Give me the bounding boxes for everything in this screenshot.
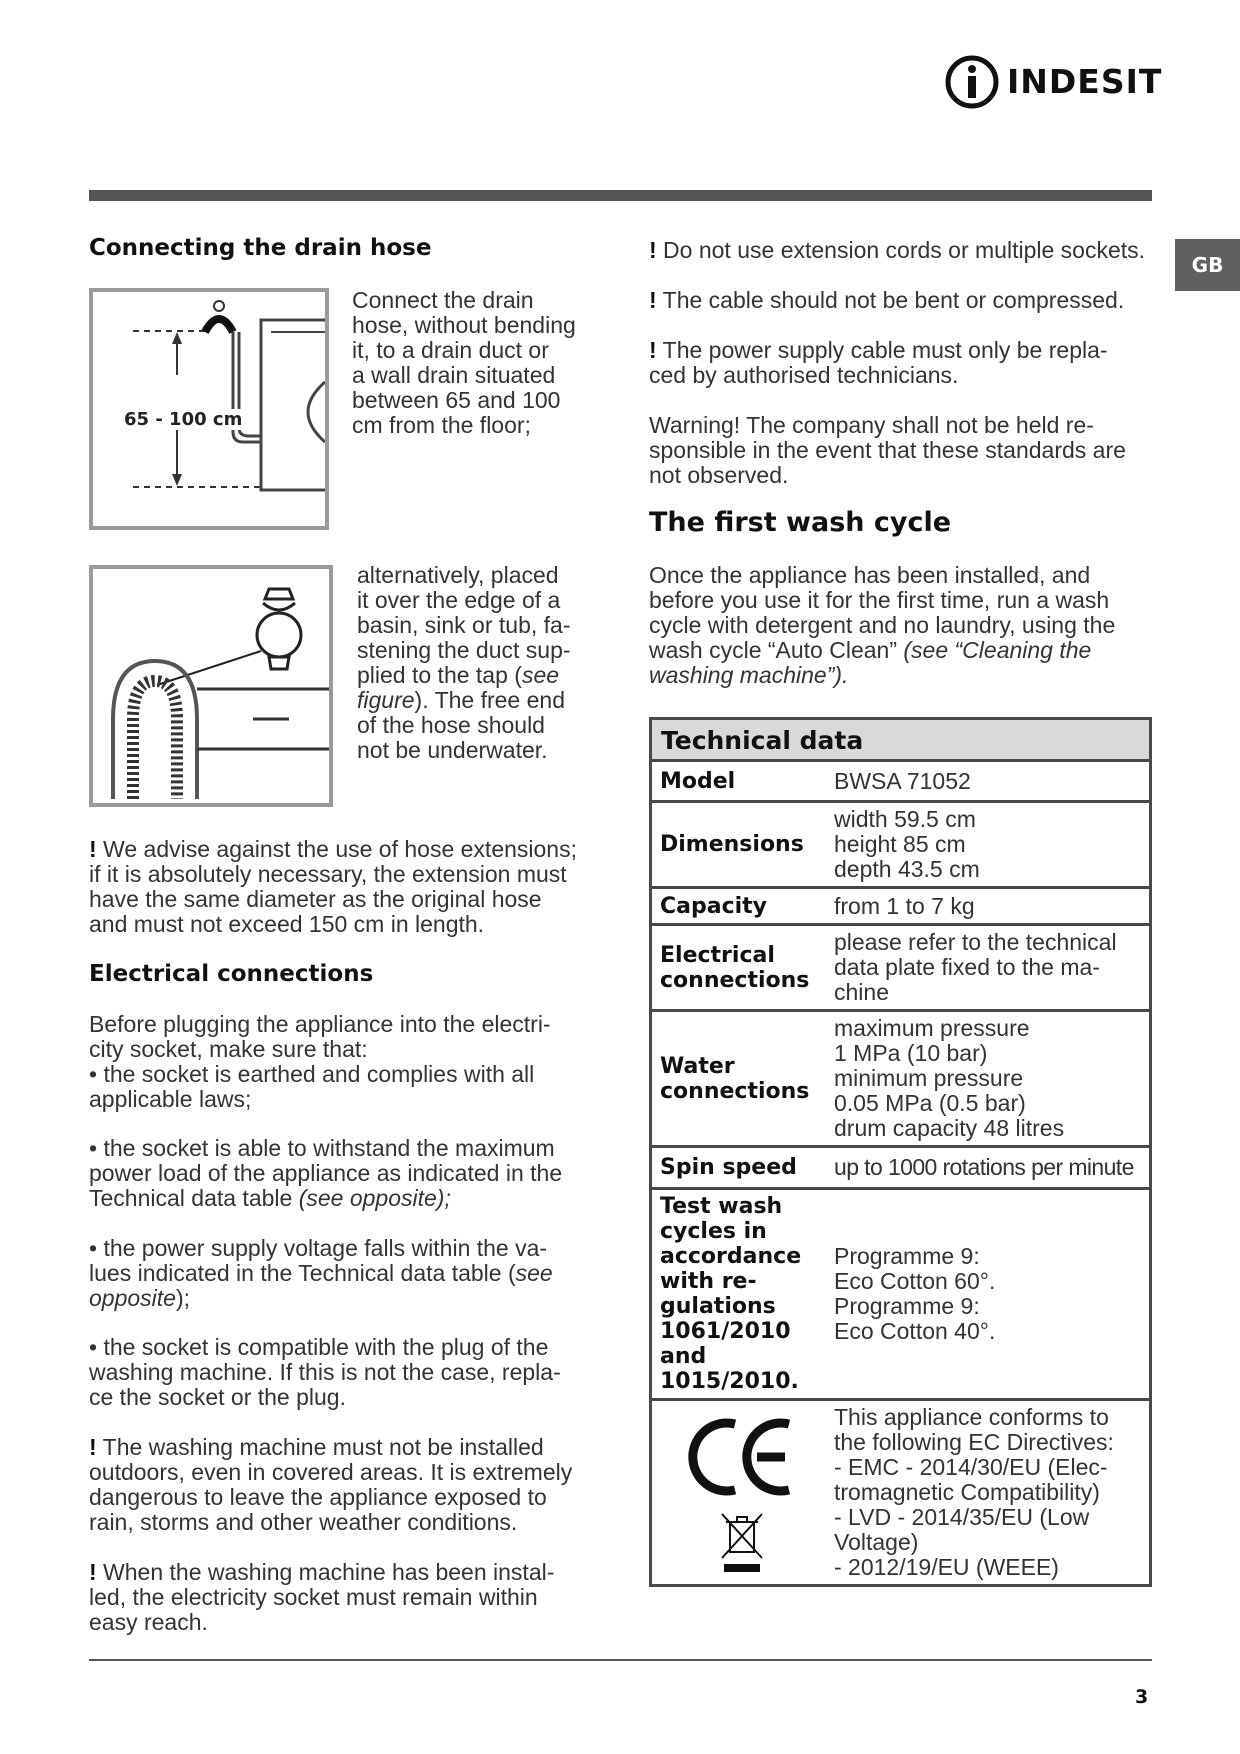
text-line: washing machine. If this is not the case, repla- — [89, 1359, 561, 1385]
electrical-heading: Electrical connections — [89, 961, 374, 987]
brand-name: INDESIT — [1007, 62, 1163, 101]
text-line: easy reach. — [89, 1609, 208, 1635]
table-row — [652, 802, 1149, 888]
text-line: Connect the drain — [352, 287, 534, 313]
row-value: maximum pressure 1 MPa (10 bar) minimum pressure 0.05 MPa (0.5 bar) drum capacity 48 litres — [830, 1011, 1149, 1147]
bullet-plug — [89, 1335, 561, 1410]
text-line: not observed. — [649, 462, 789, 488]
text-line: led, the electricity socket must remain within — [89, 1584, 538, 1610]
text-line: alternatively, placed — [357, 562, 559, 588]
table-row — [652, 1189, 1149, 1400]
text-line: cm from the floor; — [352, 412, 531, 438]
row-label: Dimensions — [652, 802, 830, 888]
text-line: ced by authorised technicians. — [649, 362, 959, 388]
text-line: power load of the appliance as indicated in the — [89, 1160, 563, 1186]
row-label: Test wash cycles in accordance with re- gulations 1061/2010 and 1015/2010. — [652, 1189, 830, 1400]
text-line: ! We advise against the use of hose extensions; — [89, 836, 577, 862]
row-value: from 1 to 7 kg — [830, 888, 1149, 925]
text-line: basin, sink or tub, fa- — [357, 612, 571, 638]
text-line: and must not exceed 150 cm in length. — [89, 911, 485, 937]
outdoor-warning — [89, 1435, 572, 1535]
table-row — [652, 1011, 1149, 1147]
footer-rule — [89, 1659, 1152, 1661]
tap-hose-figure — [89, 565, 333, 807]
text-line: a wall drain situated — [352, 362, 556, 388]
cable-bend-warning — [649, 288, 1124, 313]
ce-mark-icon — [687, 1412, 797, 1502]
text-line: • the power supply voltage falls within the va- — [89, 1235, 548, 1261]
text-line: opposite); — [89, 1285, 191, 1311]
text-line: ! The cable should not be bent or compressed. — [649, 287, 1125, 313]
text-line: wash cycle “Auto Clean” (see “Cleaning the — [649, 637, 1092, 663]
text-line: • the socket is able to withstand the maximum — [89, 1135, 555, 1161]
text-line: Warning! The company shall not be held re- — [649, 412, 1094, 438]
brand-logo — [944, 54, 1163, 110]
row-label: Water connections — [652, 1011, 830, 1147]
bullet-voltage — [89, 1236, 553, 1311]
text-line: cycle with detergent and no laundry, using the — [649, 612, 1116, 638]
text-line: lues indicated in the Technical data table (see — [89, 1260, 553, 1286]
technical-data-title: Technical data — [652, 720, 1149, 759]
technical-data-grid — [652, 759, 1149, 1584]
text-line: hose, without bending — [352, 312, 576, 338]
row-value: BWSA 71052 — [830, 761, 1149, 802]
text-line: ! The washing machine must not be installed — [89, 1434, 544, 1460]
text-line: • the socket is compatible with the plug of the — [89, 1334, 549, 1360]
text-line: Technical data table (see opposite); — [89, 1185, 451, 1211]
text-line: • the socket is earthed and complies with all — [89, 1061, 535, 1087]
text-line: rain, storms and other weather conditions. — [89, 1509, 518, 1535]
drain-text-1 — [352, 288, 576, 438]
cable-replace-warning — [649, 338, 1108, 388]
technical-data-table — [649, 717, 1152, 1587]
text-line: Once the appliance has been installed, and — [649, 562, 1091, 588]
liability-warning — [649, 413, 1126, 488]
table-row — [652, 1400, 1149, 1585]
text-line: if it is absolutely necessary, the extension must — [89, 861, 567, 887]
row-value: width 59.5 cm height 85 cm depth 43.5 cm — [830, 802, 1149, 888]
first-wash-heading: The first wash cycle — [649, 507, 952, 538]
header-rule — [89, 190, 1152, 201]
conformity-text: This appliance conforms to the following EC Directives: - EMC - 2014/30/EU (Elec- tromagnetic Compatibility) - LVD - 2014/35/EU (Low Voltage) - 2012/19/EU (WEEE) — [830, 1400, 1149, 1585]
page-number: 3 — [1135, 1686, 1149, 1708]
drain-text-2 — [357, 563, 571, 763]
text-line: ce the socket or the plug. — [89, 1384, 346, 1410]
text-line: outdoors, even in covered areas. It is extremely — [89, 1459, 573, 1485]
drain-hose-heading: Connecting the drain hose — [89, 235, 432, 261]
text-line: ! The power supply cable must only be repla- — [649, 337, 1108, 363]
text-line: not be underwater. — [357, 737, 548, 763]
text-line: Before plugging the appliance into the electri- — [89, 1011, 551, 1037]
table-row — [652, 1147, 1149, 1189]
drain-height-label: 65 - 100 cm — [124, 409, 243, 430]
extension-cord-warning — [649, 238, 1145, 263]
text-line: it over the edge of a — [357, 587, 561, 613]
table-row — [652, 925, 1149, 1011]
row-label: Electrical connections — [652, 925, 830, 1011]
bullet-max-load — [89, 1136, 562, 1211]
text-line: ! When the washing machine has been instal- — [89, 1559, 555, 1585]
row-label: Spin speed — [652, 1147, 830, 1189]
text-line: sponsible in the event that these standards are — [649, 437, 1126, 463]
text-line: of the hose should — [357, 712, 545, 738]
text-line: between 65 and 100 — [352, 387, 561, 413]
text-line: plied to the tap (see — [357, 662, 560, 688]
row-value: Programme 9: Eco Cotton 60°. Programme 9: Eco Cotton 40°. — [830, 1189, 1149, 1400]
text-line: ! Do not use extension cords or multiple sockets. — [649, 237, 1146, 263]
socket-reach-warning — [89, 1560, 554, 1635]
electrical-intro — [89, 1012, 551, 1112]
weee-bin-icon — [718, 1512, 766, 1574]
language-tab: GB — [1175, 239, 1240, 291]
text-line: washing machine”). — [649, 662, 849, 688]
row-label: Capacity — [652, 888, 830, 925]
row-value: up to 1000 rotations per minute — [830, 1147, 1149, 1189]
compliance-marks — [652, 1400, 830, 1585]
text-line: have the same diameter as the original hose — [89, 886, 542, 912]
text-line: stening the duct sup- — [357, 637, 571, 663]
table-row — [652, 888, 1149, 925]
first-wash-text — [649, 563, 1115, 688]
text-line: figure). The free end — [357, 687, 565, 713]
row-label: Model — [652, 761, 830, 802]
row-value: please refer to the technical data plate fixed to the ma- chine — [830, 925, 1149, 1011]
basin-hose-illustration — [93, 569, 329, 803]
text-line: applicable laws; — [89, 1086, 252, 1112]
hose-extension-warning — [89, 837, 577, 937]
text-line: city socket, make sure that: — [89, 1036, 368, 1062]
table-row — [652, 761, 1149, 802]
indesit-logo-icon — [944, 54, 1000, 110]
drain-height-figure — [89, 288, 329, 530]
text-line: dangerous to leave the appliance exposed to — [89, 1484, 547, 1510]
text-line: it, to a drain duct or — [352, 337, 549, 363]
text-line: before you use it for the first time, run a wash — [649, 587, 1110, 613]
